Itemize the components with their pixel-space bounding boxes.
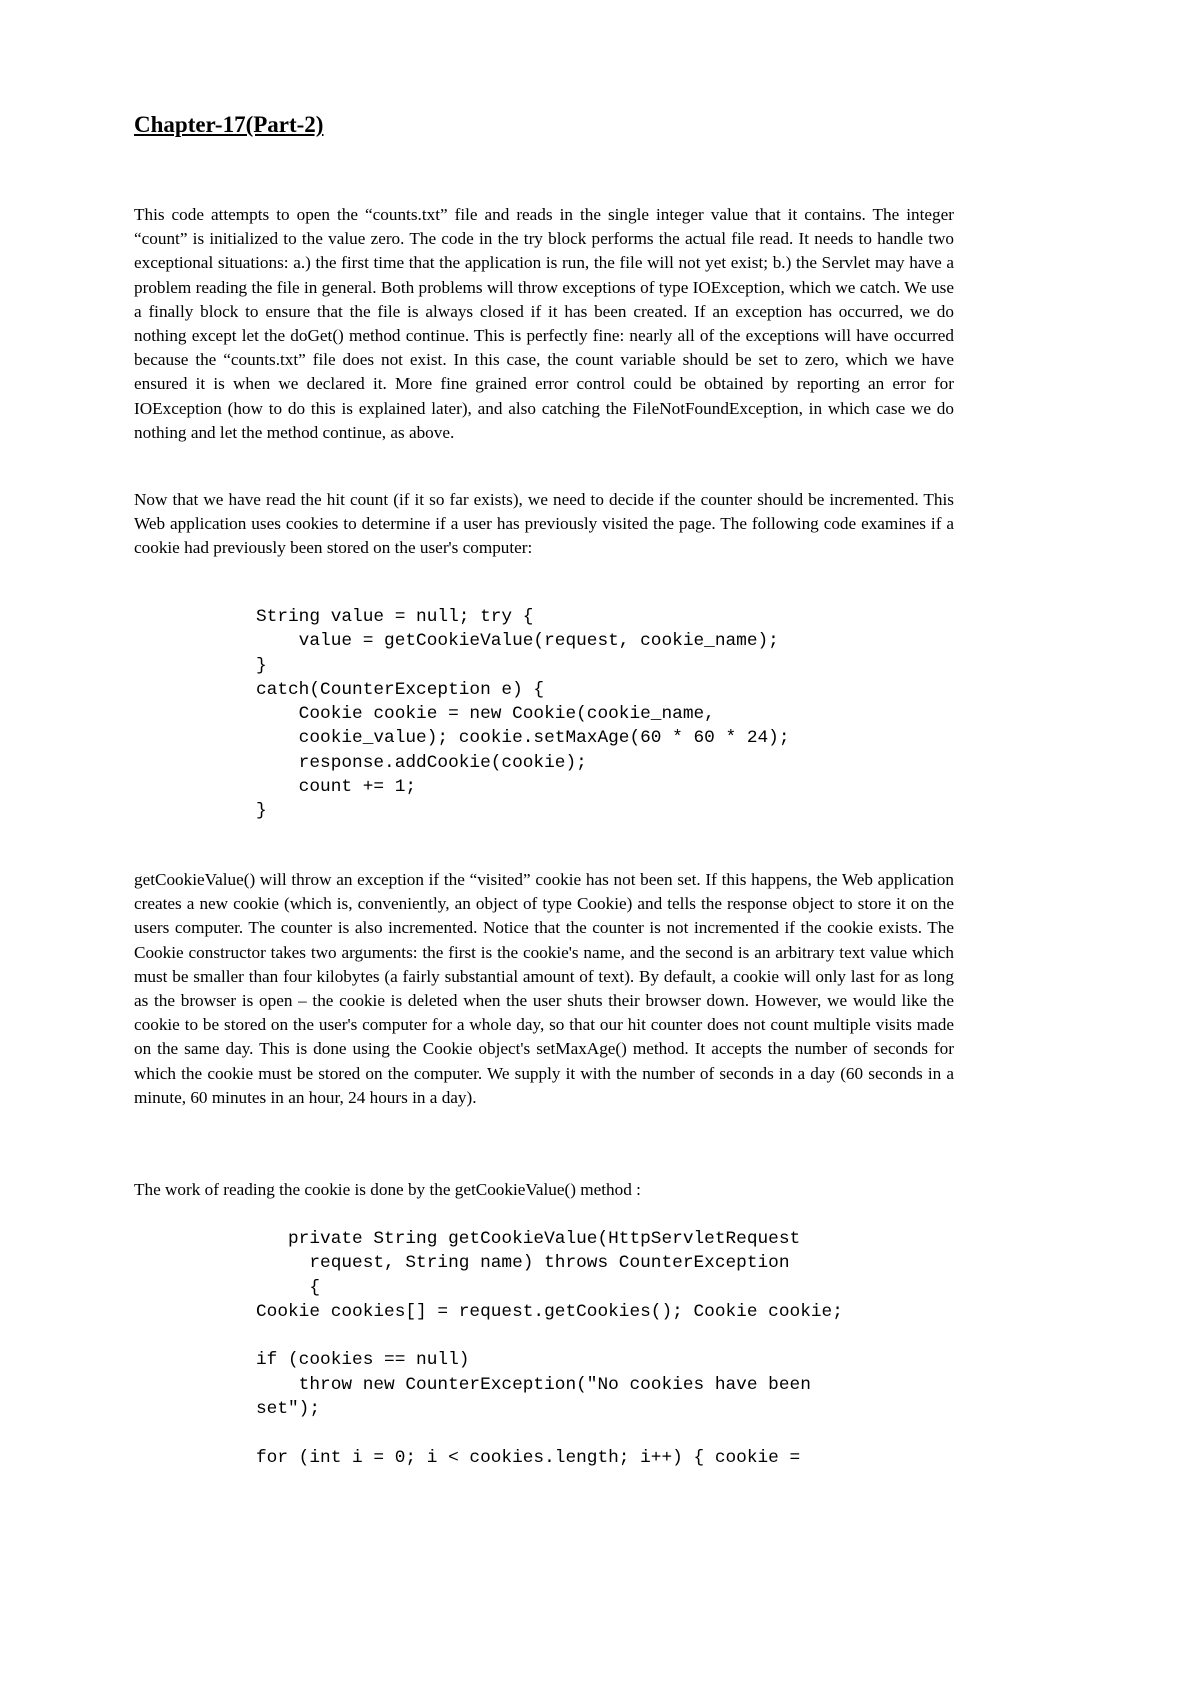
code-block-cookie-check: String value = null; try { value = getCookieValue(request, cookie_name); } catch(CounterException e) { Cookie cookie = new Cookie(cookie_name, cookie_value); cookie.setMaxAge(60 * 60 * 24); response.addCookie(cookie); count += 1; } xyxy=(256,607,790,822)
paragraph-cookie-explanation: getCookieValue() will throw an exception if the “visited” cookie has not been set. If this happens, the Web application creates a new cookie (which is, conveniently, an object of type Cookie) and tells the response object to store it on the users computer. The counter is also incremented. Notice that the counter is not incremented if the cookie exists. The Cookie constructor takes two arguments: the first is the cookie's name, and the second is an arbitrary text value which must be smaller than four kilobytes (a fairly substantial amount of text). By default, a cookie will only last for as long as the browser is open – the cookie is deleted when the user shuts their browser down. However, we would like the cookie to be stored on the user's computer for a whole day, so that our hit counter does not count multiple visits made on the same day. This is done using the Cookie object's setMaxAge() method. It accepts the number of seconds for which the cookie must be stored on the computer. We supply it with the number of seconds in a day (60 seconds in a minute, 60 minutes in an hour, 24 hours in a day). xyxy=(134,870,954,1107)
paragraph-get-cookie-value: The work of reading the cookie is done by the getCookieValue() method : xyxy=(134,1180,641,1199)
paragraph-file-read: This code attempts to open the “counts.txt” file and reads in the single integer value that it contains. The integer “count” is initialized to the value zero. The code in the try block performs the actual file read. It needs to handle two exceptional situations: a.) the first time that the application is run, the file will not yet exist; b.) the Servlet may have a problem reading the file in general. Both problems will throw exceptions of type IOException, which we catch. We use a finally block to ensure that the file is always closed if it has been created. If an exception has occurred, we do nothing except let the doGet() method continue. This is perfectly fine: nearly all of the exceptions will have occurred because the “counts.txt” file does not exist. In this case, the count variable should be set to zero, which we have ensured it is when we declared it. More fine grained error control could be obtained by reporting an error for IOException (how to do this is explained later), and also catching the FileNotFoundException, in which case we do nothing and let the method continue, as above. xyxy=(134,205,954,442)
code-block-get-cookie-value: private String getCookieValue(HttpServletRequest request, String name) throws CounterException { Cookie cookies[] = request.getCookies(); Cookie cookie; if (cookies == null) throw new CounterException("No cookies have been set"); for (int i = 0; i < cookies.length; i++) { cookie = xyxy=(256,1229,843,1468)
paragraph-hit-count: Now that we have read the hit count (if it so far exists), we need to decide if the counter should be incremented. This Web application uses cookies to determine if a user has previously visited the page. The following code examines if a cookie had previously been stored on the user's computer: xyxy=(134,490,954,558)
chapter-heading: Chapter-17(Part-2) xyxy=(134,112,324,137)
